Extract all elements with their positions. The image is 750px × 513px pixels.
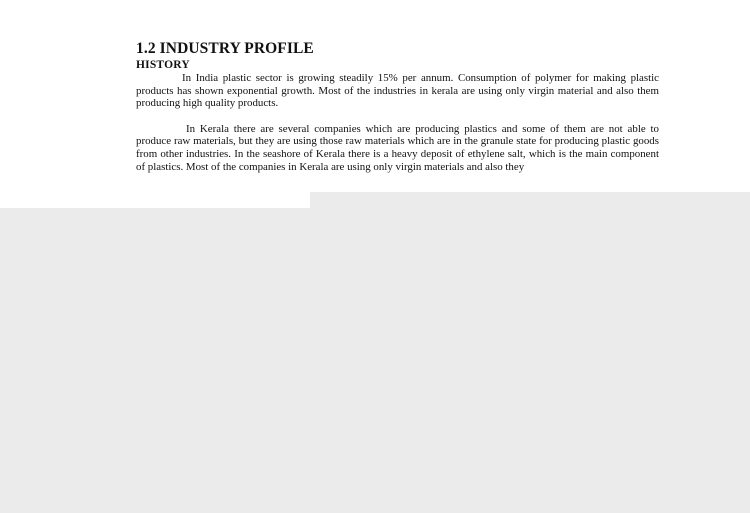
- paragraph-2: In Kerala there are several companies which are producing plastics and some of them are not able to produce raw materials, but they are using those raw materials which are in the granule state for producing plastic goods from other industries. In the seashore of Kerala there is a heavy deposit of ethylene salt, which is the main component of plastics. Most of the companies in Kerala are using only virgin materials and also they: [136, 122, 659, 173]
- section-heading: 1.2 INDUSTRY PROFILE: [136, 40, 314, 57]
- paragraph-1: In India plastic sector is growing steadily 15% per annum. Consumption of polymer for making plastic products has shown exponential growth. Most of the industries in kerala are using only virgin material and also them producing high quality products.: [136, 72, 659, 110]
- section-subheading: HISTORY: [136, 59, 190, 71]
- obscured-region: [0, 192, 750, 513]
- document-content: [136, 40, 659, 173]
- obscured-region-notch: [0, 192, 310, 208]
